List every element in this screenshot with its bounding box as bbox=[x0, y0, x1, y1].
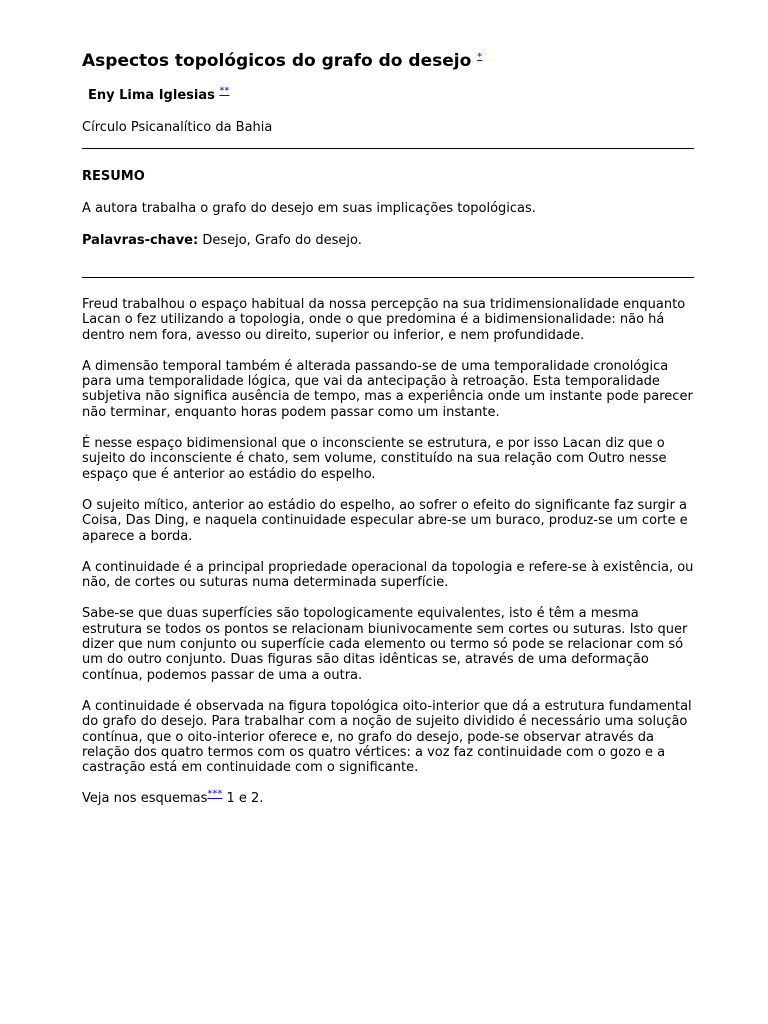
body-paragraph: Freud trabalhou o espaço habitual da nossa percepção na sua tridimensionalidade enquanto Lacan o fez utilizando a topologia, onde o que predomina é a bidimensionalidade: não há dentro nem fora, avesso ou direito, superior ou inferior, e nem profundidade. bbox=[82, 297, 686, 343]
title-footnote-link[interactable]: * bbox=[477, 51, 483, 63]
body-paragraph: A dimensão temporal também é alterada passando-se de uma temporalidade cronológica para uma temporalidade lógica, que vai da antecipação à retroação. Esta temporalidade subjetiva não significa ausência de tempo, mas a experiência onde um instante pode parecer não terminar, enquanto horas podem passar como um instante. bbox=[82, 358, 693, 420]
keywords-label: Palavras-chave: bbox=[82, 233, 199, 248]
author-affiliation: Círculo Psicanalítico da Bahia bbox=[82, 120, 273, 135]
schemes-prefix: Veja nos esquemas bbox=[82, 791, 208, 807]
author-name-text: Eny Lima Iglesias bbox=[88, 88, 215, 103]
divider-top bbox=[82, 148, 694, 149]
divider-abstract bbox=[82, 277, 694, 278]
abstract-text: A autora trabalha o grafo do desejo em suas implicações topológicas. bbox=[82, 201, 536, 216]
body-paragraph-schemes bbox=[82, 791, 694, 806]
schemes-footnote-link[interactable]: *** bbox=[207, 789, 223, 801]
article-title bbox=[82, 50, 482, 72]
schemes-suffix: 1 e 2. bbox=[222, 791, 264, 807]
keywords bbox=[82, 232, 362, 250]
body-paragraph: A continuidade é observada na figura topológica oito-interior que dá a estrutura fundamental do grafo do desejo. Para trabalhar com a noção de sujeito dividido é necessário uma solução contínua, que o oito-interior oferece e, no grafo do desejo, pode-se observar através da relação dos quatro termos com os quatro vértices: a voz faz continuidade com o gozo e a castração está em continuidade com o significante. bbox=[82, 698, 692, 776]
body-paragraph: A continuidade é a principal propriedade operacional da topologia e refere-se à existência, ou não, de cortes ou suturas numa determinada superfície. bbox=[82, 559, 694, 591]
author-footnote-link[interactable]: ** bbox=[219, 85, 230, 97]
abstract-heading: RESUMO bbox=[82, 169, 145, 184]
author-name bbox=[88, 87, 229, 105]
keywords-values: Desejo, Grafo do desejo. bbox=[198, 233, 362, 248]
article-title-text: Aspectos topológicos do grafo do desejo bbox=[82, 51, 472, 71]
body-paragraph: Sabe-se que duas superfícies são topologicamente equivalentes, isto é têm a mesma estrutura se todos os pontos se relacionam biunivocamente sem cortes ou suturas. Isto quer dizer que num conjunto ou superfície cada elemento ou termo só pode se relacionar com só um do outro conjunto. Duas figuras são ditas idênticas se, através de uma deformação contínua, podemos passar de uma a outra. bbox=[82, 606, 688, 683]
body-paragraph: É nesse espaço bidimensional que o inconsciente se estrutura, e por isso Lacan diz que o sujeito do inconsciente é chato, sem volume, constituído na sua relação com Outro nesse espaço que é anterior ao estádio do espelho. bbox=[82, 436, 667, 482]
article-body bbox=[82, 297, 694, 807]
body-paragraph: O sujeito mítico, anterior ao estádio do espelho, ao sofrer o efeito do significante faz surgir a Coisa, Das Ding, e naquela continuidade especular abre-se um buraco, produz-se um corte e aparece a borda. bbox=[82, 497, 688, 544]
